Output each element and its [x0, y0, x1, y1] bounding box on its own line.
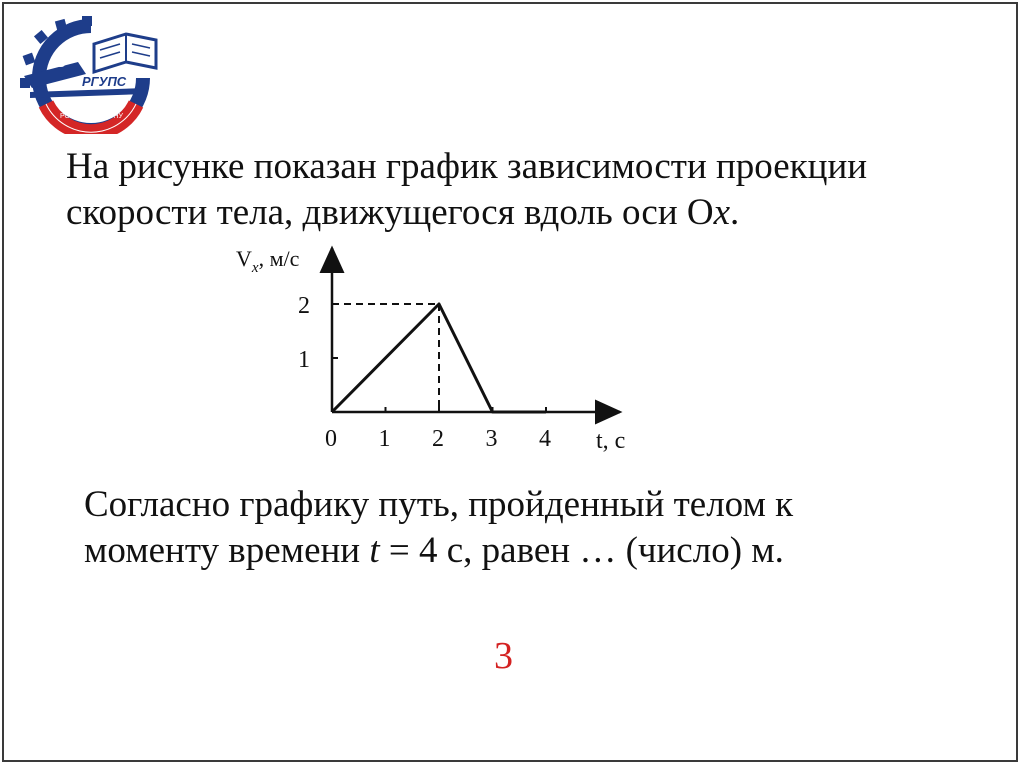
velocity-time-chart: [224, 236, 644, 466]
book-icon: [94, 34, 156, 72]
y-tick-label-2: 2: [298, 293, 310, 319]
x-tick-label-4: 4: [539, 426, 551, 452]
prompt-line-1: Согласно графику путь, пройденный телом к: [84, 484, 794, 525]
logo-letter: U: [56, 54, 67, 70]
axis-variable: x: [713, 192, 731, 233]
x-tick-label-0: 0: [325, 426, 337, 452]
y-label-sub: x: [251, 260, 259, 276]
logo-ring-text: РОСТОВ-НА-ДОНУ: [60, 113, 123, 120]
question-period: .: [730, 192, 740, 233]
y-label-unit: , м/с: [258, 246, 300, 271]
slide-frame: [2, 2, 1018, 762]
prompt-text: [84, 482, 984, 574]
prompt-line-2a: моменту времени: [84, 530, 370, 571]
x-tick-label-3: 3: [485, 426, 498, 452]
logo-brand: РГУПС: [82, 74, 127, 89]
question-line-2: скорости тела, движущегося вдоль оси O: [66, 192, 714, 233]
x-axis-label: t, с: [596, 428, 626, 454]
x-tick-label-1: 1: [378, 426, 391, 452]
y-label-main: V: [236, 246, 252, 271]
university-logo: [16, 14, 166, 134]
question-line-1: На рисунке показан график зависимости проекции: [66, 146, 868, 187]
x-tick-label-2: 2: [432, 426, 444, 452]
answer-value: 3: [494, 635, 513, 677]
question-text: [66, 144, 966, 236]
prompt-line-2b: = 4 с, равен … (число) м.: [379, 530, 784, 571]
y-axis-label: [236, 246, 300, 276]
y-tick-label-1: 1: [298, 347, 310, 373]
time-variable: t: [369, 530, 380, 571]
